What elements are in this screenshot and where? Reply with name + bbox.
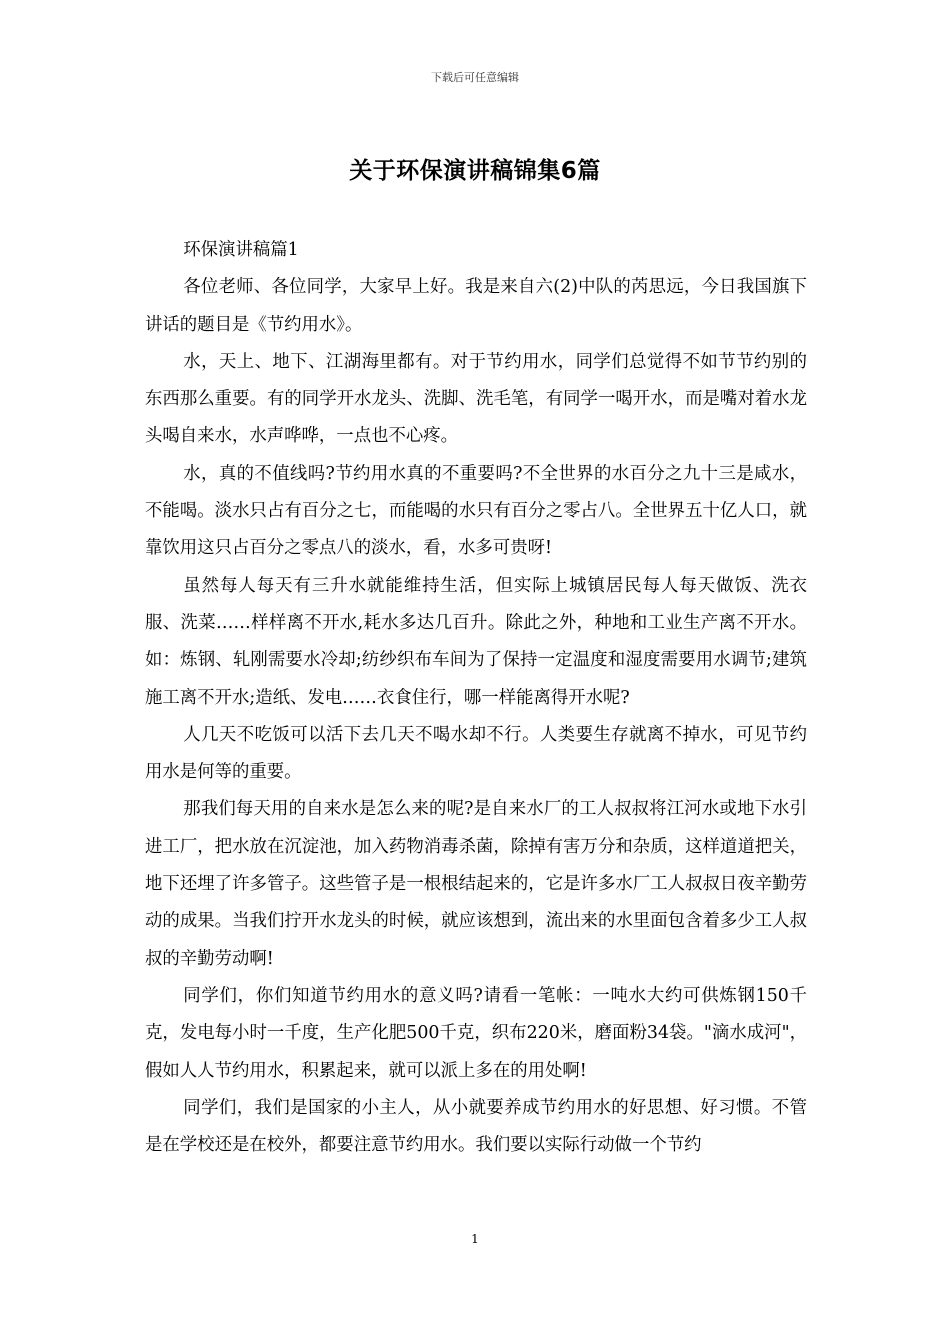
paragraph: 水，天上、地下、江湖海里都有。对于节约用水，同学们总觉得不如节节约别的东西那么重要。有的同学开水龙头、洗脚、洗毛笔，有同学一喝开水，而是嘴对着水龙头喝自来水，水声哗哗，一点也不心疼。 xyxy=(145,351,807,447)
section-heading: 环保演讲稿篇1 xyxy=(183,240,299,260)
paragraph: 那我们每天用的自来水是怎么来的呢?是自来水厂的工人叔叔将江河水或地下水引进工厂，把水放在沉淀池，加入药物消毒杀菌，除掉有害万分和杂质，这样道道把关，地下还埋了许多管子。这些管子是一根根结起来的，它是许多水厂工人叔叔日夜辛勤劳动的成果。当我们拧开水龙头的时候，就应该想到，流出来的水里面包含着多少工人叔叔的辛勤劳动啊! xyxy=(145,799,807,969)
document-body xyxy=(145,232,807,1164)
paragraph: 同学们，我们是国家的小主人，从小就要养成节约用水的好思想、好习惯。不管是在学校还是在校外，都要注意节约用水。我们要以实际行动做一个节约 xyxy=(145,1097,807,1156)
document-title: 关于环保演讲稿锦集6篇 xyxy=(349,158,601,184)
paragraph: 水，真的不值线吗?节约用水真的不重要吗?不全世界的水百分之九十三是咸水，不能喝。淡水只占有百分之七，而能喝的水只有百分之零占八。全世界五十亿人口，就靠饮用这只占百分之零点八的淡水，看，水多可贵呀! xyxy=(145,463,807,559)
paragraph: 同学们，你们知道节约用水的意义吗?请看一笔帐：一吨水大约可供炼钢150千克，发电每小时一千度，生产化肥500千克，织布220米，磨面粉34袋。"滴水成河"，假如人人节约用水，积累起来，就可以派上多在的用处啊! xyxy=(145,985,807,1081)
paragraph: 虽然每人每天有三升水就能维持生活，但实际上城镇居民每人每天做饭、洗衣服、洗菜……样样离不开水,耗水多达几百升。除此之外，种地和工业生产离不开水。如：炼钢、轧刚需要水冷却;纺纱织布车间为了保持一定温度和湿度需要用水调节;建筑施工离不开水;造纸、发电……衣食住行，哪一样能离得开水呢? xyxy=(145,575,807,708)
paragraph: 人几天不吃饭可以活下去几天不喝水却不行。人类要生存就离不掉水，可见节约用水是何等的重要。 xyxy=(145,724,807,783)
header-note: 下载后可任意编辑 xyxy=(431,71,519,84)
paragraph: 各位老师、各位同学，大家早上好。我是来自六(2)中队的芮思远，今日我国旗下讲话的题目是《节约用水》。 xyxy=(145,277,807,335)
page-number: 1 xyxy=(471,1232,479,1246)
